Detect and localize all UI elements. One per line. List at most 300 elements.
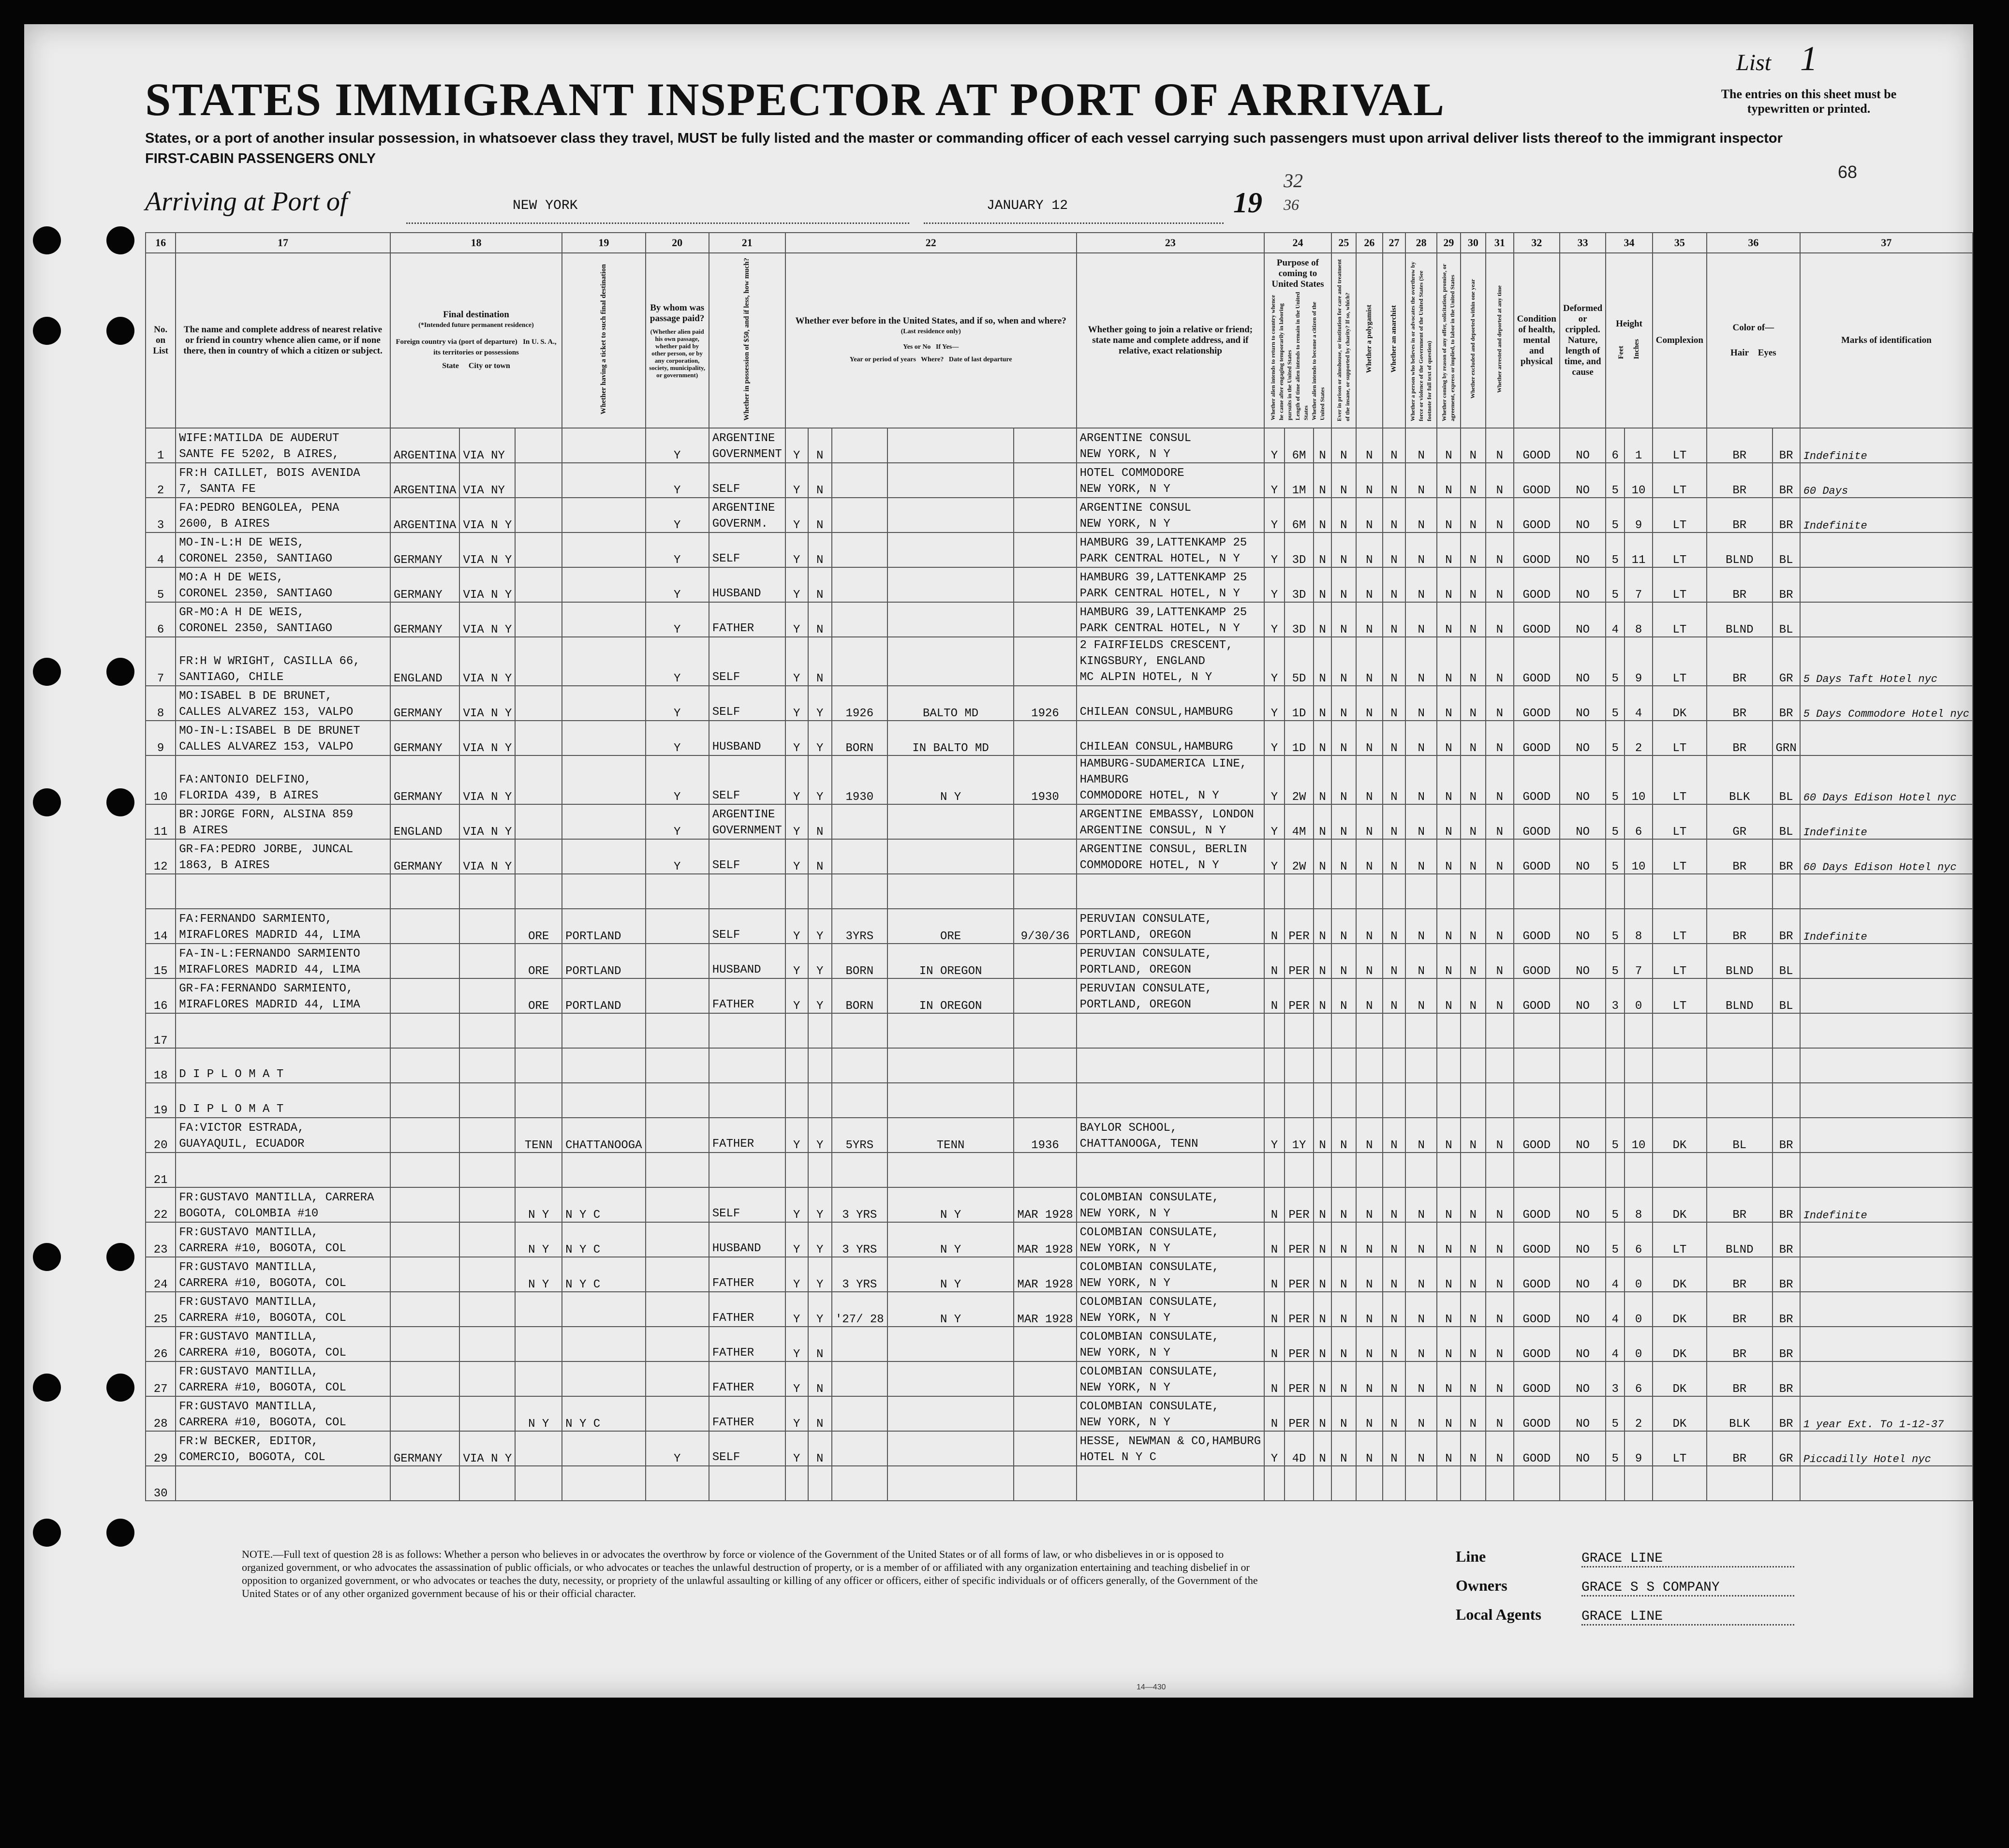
cell-hair-color: BLND (1707, 602, 1773, 637)
cell-via-port: VIA N Y (459, 721, 515, 755)
relative-address-line: MO:A H DE WEIS, (179, 571, 284, 584)
cell-q26: N (1356, 1222, 1383, 1257)
cell-purpose-citizen: N (1314, 1327, 1331, 1361)
cell-deformed: NO (1560, 978, 1606, 1013)
punch-hole (106, 1243, 134, 1271)
cell-q31: N (1486, 686, 1514, 721)
relative-address-line: FR:GUSTAVO MANTILLA, (179, 1261, 319, 1274)
relative-address-line: WIFE:MATILDA DE AUDERUT (179, 432, 340, 445)
cell-year-period (832, 804, 887, 839)
cell-joining (1077, 909, 1264, 944)
column-header-row (146, 253, 1973, 428)
passage-paid-by-line: SELF (712, 859, 740, 872)
cell-city (562, 1327, 645, 1361)
cell-purpose-length: PER (1285, 944, 1314, 978)
cell-city (562, 498, 645, 532)
cell-via-port (459, 1222, 515, 1257)
table-row (146, 1431, 1973, 1466)
cell-state (515, 755, 562, 804)
relative-address-line: GR-FA:PEDRO JORBE, JUNCAL (179, 843, 354, 856)
cell-where (887, 567, 1014, 602)
cell-q28: N (1405, 721, 1437, 755)
cell-ticket: Y (646, 428, 709, 463)
cell-q26: N (1356, 1257, 1383, 1292)
cell-ticket: Y (646, 463, 709, 498)
cell-height-inches: 10 (1625, 839, 1653, 874)
punch-hole (106, 658, 134, 686)
cell-health (1514, 1013, 1560, 1048)
relative-address-line: FR:H W WRIGHT, CASILLA 66, (179, 655, 360, 668)
cell-q30 (1461, 1048, 1486, 1083)
cell-relative-address (176, 1187, 390, 1222)
cell-purpose-length: 4M (1285, 804, 1314, 839)
joining-line: NEW YORK, N Y (1079, 483, 1170, 496)
cell-q30: N (1461, 839, 1486, 874)
relative-address-line: FA:PEDRO BENGOLEA, PENA (179, 502, 340, 515)
cell-ticket (646, 1292, 709, 1327)
cell-hair-color: BLND (1707, 1222, 1773, 1257)
cell-where (887, 1083, 1014, 1118)
cell-q31: N (1486, 1118, 1514, 1153)
cell-complexion: DK (1653, 1361, 1707, 1396)
cell-foreign-country (390, 1153, 460, 1187)
cell-q28: N (1405, 839, 1437, 874)
cell-q25 (1331, 1013, 1356, 1048)
cell-where (887, 428, 1014, 463)
cell-eye-color: BL (1773, 532, 1800, 567)
cell-before-in-us (808, 1466, 832, 1501)
cell-q29: N (1437, 1292, 1461, 1327)
relative-address-line: MIRAFLORES MADRID 44, LIMA (179, 963, 360, 976)
cell-height-inches: 0 (1625, 1327, 1653, 1361)
cell-q27: N (1383, 1431, 1405, 1466)
cell-state (515, 602, 562, 637)
joining-line: HAMBURG 39,LATTENKAMP 25 (1079, 536, 1247, 549)
table-row (146, 944, 1973, 978)
cell-relative-address (176, 721, 390, 755)
cell-deformed: NO (1560, 498, 1606, 532)
cell-hair-color: BR (1707, 1187, 1773, 1222)
cell-passage-paid-by (709, 755, 785, 804)
cell-q26: N (1356, 1361, 1383, 1396)
cell-state: ORE (515, 909, 562, 944)
cell-height-inches (1625, 874, 1653, 909)
cell-q27 (1383, 1153, 1405, 1187)
cell-q31: N (1486, 1257, 1514, 1292)
cell-complexion: LT (1653, 567, 1707, 602)
table-row (146, 498, 1973, 532)
joining-line: NEW YORK, N Y (1079, 1381, 1170, 1394)
cell-purpose-citizen: N (1314, 428, 1331, 463)
cell-hair-color: BLND (1707, 532, 1773, 567)
cell-departure-date: 1926 (1014, 686, 1076, 721)
cell-joining (1077, 1153, 1264, 1187)
cell-handwritten-note (1800, 1222, 1973, 1257)
cell-q27: N (1383, 1361, 1405, 1396)
cell-where: N Y (887, 755, 1014, 804)
cell-eye-color (1773, 1466, 1800, 1501)
joining-line: NEW YORK, N Y (1079, 1207, 1170, 1220)
cell-joining (1077, 637, 1264, 686)
cell-relative-address (176, 909, 390, 944)
cell-via-port (459, 1396, 515, 1431)
cell-money-possession: Y (785, 755, 808, 804)
cell-q30 (1461, 874, 1486, 909)
relative-address-line: CARRERA #10, BOGOTA, COL (179, 1381, 346, 1394)
cell-q30: N (1461, 498, 1486, 532)
cell-purpose-return (1264, 1083, 1285, 1118)
cell-money-possession: Y (785, 1431, 808, 1466)
cell-health: GOOD (1514, 839, 1560, 874)
cell-q27: N (1383, 463, 1405, 498)
table-row (146, 1013, 1973, 1048)
cell-purpose-length (1285, 1013, 1314, 1048)
cell-joining (1077, 1187, 1264, 1222)
cell-row-number: 9 (146, 721, 176, 755)
cell-health: GOOD (1514, 1396, 1560, 1431)
cell-joining (1077, 567, 1264, 602)
cell-q29: N (1437, 909, 1461, 944)
cell-eye-color: BL (1773, 602, 1800, 637)
cell-via-port: VIA N Y (459, 532, 515, 567)
cell-q29: N (1437, 944, 1461, 978)
cell-relative-address (176, 978, 390, 1013)
relative-address-line: BR:JORGE FORN, ALSINA 859 (179, 808, 354, 821)
table-row (146, 532, 1973, 567)
cell-year-period (832, 567, 887, 602)
cell-q30: N (1461, 755, 1486, 804)
cell-city (562, 637, 645, 686)
cell-q27 (1383, 1048, 1405, 1083)
relative-address-line: B AIRES (179, 824, 228, 837)
cell-passage-paid-by (709, 874, 785, 909)
cell-height-feet: 3 (1606, 1361, 1625, 1396)
cell-handwritten-note: Indefinite (1800, 804, 1973, 839)
punch-hole (33, 658, 61, 686)
cell-purpose-length: 1Y (1285, 1118, 1314, 1153)
cell-deformed: NO (1560, 637, 1606, 686)
cell-eye-color: GRN (1773, 721, 1800, 755)
cell-purpose-citizen: N (1314, 532, 1331, 567)
cell-q29: N (1437, 602, 1461, 637)
cell-q25 (1331, 874, 1356, 909)
cell-foreign-country: GERMANY (390, 686, 460, 721)
cell-relative-address (176, 1153, 390, 1187)
cell-health: GOOD (1514, 1187, 1560, 1222)
cell-deformed: NO (1560, 428, 1606, 463)
punch-hole (33, 1243, 61, 1271)
cell-height-feet: 5 (1606, 686, 1625, 721)
cell-height-feet: 4 (1606, 1327, 1625, 1361)
cell-height-inches: 7 (1625, 944, 1653, 978)
cell-q30 (1461, 1466, 1486, 1501)
cell-q31: N (1486, 804, 1514, 839)
instructions: States, or a port of another insular possession, in whatsoever class they travel, MUST be fully listed and the master or commanding officer of each vessel carrying such passengers must upon arrival deliver lists thereof to the immigrant inspector (145, 131, 1783, 146)
list-number-handwritten: 1 (1800, 39, 1818, 78)
cell-purpose-length: 1M (1285, 463, 1314, 498)
cell-joining (1077, 463, 1264, 498)
cell-handwritten-note (1800, 874, 1973, 909)
cell-purpose-return: Y (1264, 839, 1285, 874)
joining-line: ARGENTINE CONSUL, BERLIN (1079, 843, 1247, 856)
header-complexion: Complexion (1653, 253, 1707, 428)
cell-foreign-country (390, 1048, 460, 1083)
cell-purpose-return (1264, 1153, 1285, 1187)
cell-q27: N (1383, 1222, 1405, 1257)
cell-eye-color: BL (1773, 755, 1800, 804)
cell-state (515, 498, 562, 532)
cell-q29: N (1437, 1222, 1461, 1257)
cell-passage-paid-by (709, 1327, 785, 1361)
cell-ticket (646, 874, 709, 909)
cell-state (515, 686, 562, 721)
passage-paid-by-line: FATHER (712, 622, 754, 635)
cell-health: GOOD (1514, 1327, 1560, 1361)
cell-passage-paid-by (709, 1257, 785, 1292)
cell-q30: N (1461, 944, 1486, 978)
cell-q31: N (1486, 1396, 1514, 1431)
cell-handwritten-note (1800, 1153, 1973, 1187)
cell-complexion (1653, 1013, 1707, 1048)
cell-row-number: 7 (146, 637, 176, 686)
cell-departure-date: MAR 1928 (1014, 1222, 1076, 1257)
cell-row-number: 12 (146, 839, 176, 874)
cell-city (562, 1361, 645, 1396)
cell-joining (1077, 498, 1264, 532)
cell-hair-color: BR (1707, 498, 1773, 532)
cell-money-possession: Y (785, 1257, 808, 1292)
table-row (146, 1118, 1973, 1153)
cell-state: N Y (515, 1257, 562, 1292)
header-deformed: Deformed or crippled. Nature, length of time, and cause (1560, 253, 1606, 428)
cell-q31: N (1486, 428, 1514, 463)
cell-q25: N (1331, 1257, 1356, 1292)
joining-line: PARK CENTRAL HOTEL, N Y (1079, 552, 1240, 565)
cell-money-possession: Y (785, 532, 808, 567)
relative-address-line: FA:ANTONIO DELFINO, (179, 773, 311, 786)
cell-state: ORE (515, 978, 562, 1013)
cell-health: GOOD (1514, 804, 1560, 839)
line-field: Line GRACE LINE (1456, 1548, 1794, 1567)
cell-q31: N (1486, 1327, 1514, 1361)
cell-height-feet (1606, 1153, 1625, 1187)
cell-purpose-citizen: N (1314, 686, 1331, 721)
cell-health: GOOD (1514, 1361, 1560, 1396)
cell-complexion: LT (1653, 978, 1707, 1013)
cell-joining (1077, 1222, 1264, 1257)
cell-handwritten-note (1800, 1083, 1973, 1118)
entries-note: The entries on this sheet must be typewritten or printed. (1721, 87, 1897, 116)
cell-hair-color: BR (1707, 1361, 1773, 1396)
cell-city: PORTLAND (562, 944, 645, 978)
header-no-on-list: No. on List (146, 253, 176, 428)
cell-purpose-citizen: N (1314, 978, 1331, 1013)
cell-purpose-return: Y (1264, 686, 1285, 721)
cell-passage-paid-by (709, 839, 785, 874)
cell-row-number (146, 874, 176, 909)
cell-row-number: 8 (146, 686, 176, 721)
cell-city: PORTLAND (562, 909, 645, 944)
cell-year-period (832, 1327, 887, 1361)
cell-purpose-citizen (1314, 1153, 1331, 1187)
list-label: List (1736, 50, 1772, 75)
cell-hair-color: BLK (1707, 755, 1773, 804)
cell-purpose-length: 6M (1285, 498, 1314, 532)
cell-q28: N (1405, 498, 1437, 532)
cell-health: GOOD (1514, 532, 1560, 567)
date-value: JANUARY 12 (987, 198, 1068, 213)
cell-health: GOOD (1514, 1118, 1560, 1153)
cell-handwritten-note (1800, 567, 1973, 602)
cell-foreign-country (390, 1466, 460, 1501)
cell-hair-color: BL (1707, 1118, 1773, 1153)
cell-joining (1077, 721, 1264, 755)
cell-purpose-return: N (1264, 909, 1285, 944)
cell-year-period (832, 1361, 887, 1396)
cell-via-port (459, 1083, 515, 1118)
cell-state: TENN (515, 1118, 562, 1153)
cell-height-inches: 7 (1625, 567, 1653, 602)
cell-q25: N (1331, 567, 1356, 602)
cell-state (515, 567, 562, 602)
cell-q29: N (1437, 839, 1461, 874)
relative-address-line: MO-IN-L:ISABEL B DE BRUNET (179, 724, 360, 738)
cell-departure-date (1014, 428, 1076, 463)
header-ticket: Whether having a ticket to such final destination (562, 253, 645, 428)
cell-where (887, 1361, 1014, 1396)
cell-state (515, 1048, 562, 1083)
manifest-grid (145, 232, 1973, 1501)
passage-paid-by-line: GOVERNM. (712, 517, 768, 531)
joining-line: NEW YORK, N Y (1079, 448, 1170, 461)
cell-before-in-us: N (808, 804, 832, 839)
relative-address-line: COMERCIO, BOGOTA, COL (179, 1451, 325, 1464)
cell-q31 (1486, 1466, 1514, 1501)
cell-money-possession: Y (785, 498, 808, 532)
cell-ticket (646, 1048, 709, 1083)
cell-complexion (1653, 1083, 1707, 1118)
cell-purpose-return: Y (1264, 428, 1285, 463)
cell-year-period (832, 874, 887, 909)
passage-paid-by-line: FATHER (712, 1277, 754, 1290)
cell-money-possession: Y (785, 1118, 808, 1153)
cell-q25: N (1331, 602, 1356, 637)
punch-hole (106, 788, 134, 816)
relative-address-line: GR-MO:A H DE WEIS, (179, 606, 305, 619)
cell-where (887, 1396, 1014, 1431)
cell-q27: N (1383, 498, 1405, 532)
cell-via-port: VIA N Y (459, 1431, 515, 1466)
cell-health: GOOD (1514, 686, 1560, 721)
cell-height-feet: 5 (1606, 909, 1625, 944)
cell-handwritten-note (1800, 1048, 1973, 1083)
cell-health (1514, 1083, 1560, 1118)
cell-deformed: NO (1560, 804, 1606, 839)
joining-line: HOTEL N Y C (1079, 1451, 1157, 1464)
cell-passage-paid-by (709, 1222, 785, 1257)
cell-ticket: Y (646, 804, 709, 839)
cell-q27: N (1383, 1118, 1405, 1153)
cell-ticket: Y (646, 498, 709, 532)
cell-deformed: NO (1560, 1257, 1606, 1292)
cell-complexion: LT (1653, 804, 1707, 839)
cell-q29: N (1437, 498, 1461, 532)
cell-q27: N (1383, 755, 1405, 804)
cell-relative-address (176, 1257, 390, 1292)
cell-hair-color (1707, 1466, 1773, 1501)
cell-foreign-country (390, 1187, 460, 1222)
cell-foreign-country: ENGLAND (390, 804, 460, 839)
joining-line: HAMBURG 39,LATTENKAMP 25 (1079, 571, 1247, 584)
cell-city: N Y C (562, 1257, 645, 1292)
cell-joining (1077, 1361, 1264, 1396)
cell-handwritten-note (1800, 1292, 1973, 1327)
joining-line: COLOMBIAN CONSULATE, (1079, 1400, 1219, 1413)
cell-purpose-length (1285, 1048, 1314, 1083)
cell-q31 (1486, 874, 1514, 909)
cell-height-inches: 0 (1625, 1292, 1653, 1327)
cell-q27: N (1383, 1292, 1405, 1327)
cell-q29: N (1437, 463, 1461, 498)
cell-hair-color: BR (1707, 1292, 1773, 1327)
cell-where: IN OREGON (887, 978, 1014, 1013)
cell-ticket (646, 1118, 709, 1153)
cell-purpose-length: 1D (1285, 721, 1314, 755)
cell-purpose-length: PER (1285, 1327, 1314, 1361)
cell-height-feet (1606, 1466, 1625, 1501)
cell-departure-date (1014, 1361, 1076, 1396)
cell-handwritten-note (1800, 532, 1973, 567)
column-number-row: 16 17 18 19 20 21 22 23 24 25 26 27 28 29 30 31 32 33 34 35 36 37 (146, 233, 1973, 253)
cell-relative-address (176, 567, 390, 602)
cell-row-number: 5 (146, 567, 176, 602)
cell-hair-color (1707, 1013, 1773, 1048)
cell-city (562, 686, 645, 721)
passage-paid-by-line: ARGENTINE (712, 432, 775, 445)
passage-paid-by-line: HUSBAND (712, 1242, 761, 1255)
relative-address-line: FR:GUSTAVO MANTILLA, CARRERA (179, 1191, 374, 1204)
cell-q27: N (1383, 944, 1405, 978)
cell-q30 (1461, 1013, 1486, 1048)
cell-handwritten-note: 60 Days Edison Hotel nyc (1800, 755, 1973, 804)
cell-ticket: Y (646, 839, 709, 874)
year-handwritten: 32 (1284, 170, 1303, 192)
cell-handwritten-note: Piccadilly Hotel nyc (1800, 1431, 1973, 1466)
cell-passage-paid-by (709, 602, 785, 637)
cell-hair-color: GR (1707, 804, 1773, 839)
passage-paid-by-line: ARGENTINE (712, 808, 775, 821)
cell-complexion: LT (1653, 498, 1707, 532)
cell-purpose-citizen: N (1314, 804, 1331, 839)
cell-joining (1077, 1118, 1264, 1153)
cell-where (887, 602, 1014, 637)
cell-q25: N (1331, 839, 1356, 874)
cell-departure-date (1014, 1013, 1076, 1048)
cell-q27: N (1383, 532, 1405, 567)
cell-via-port: VIA N Y (459, 839, 515, 874)
cell-departure-date (1014, 1431, 1076, 1466)
relative-address-line: SANTE FE 5202, B AIRES, (179, 448, 340, 461)
cell-passage-paid-by (709, 804, 785, 839)
cell-purpose-return: N (1264, 978, 1285, 1013)
cell-q31: N (1486, 1222, 1514, 1257)
cell-purpose-citizen: N (1314, 1118, 1331, 1153)
cell-before-in-us: N (808, 428, 832, 463)
cell-city (562, 463, 645, 498)
cell-passage-paid-by (709, 498, 785, 532)
relative-address-line: FR:GUSTAVO MANTILLA, (179, 1400, 319, 1413)
cell-departure-date (1014, 532, 1076, 567)
